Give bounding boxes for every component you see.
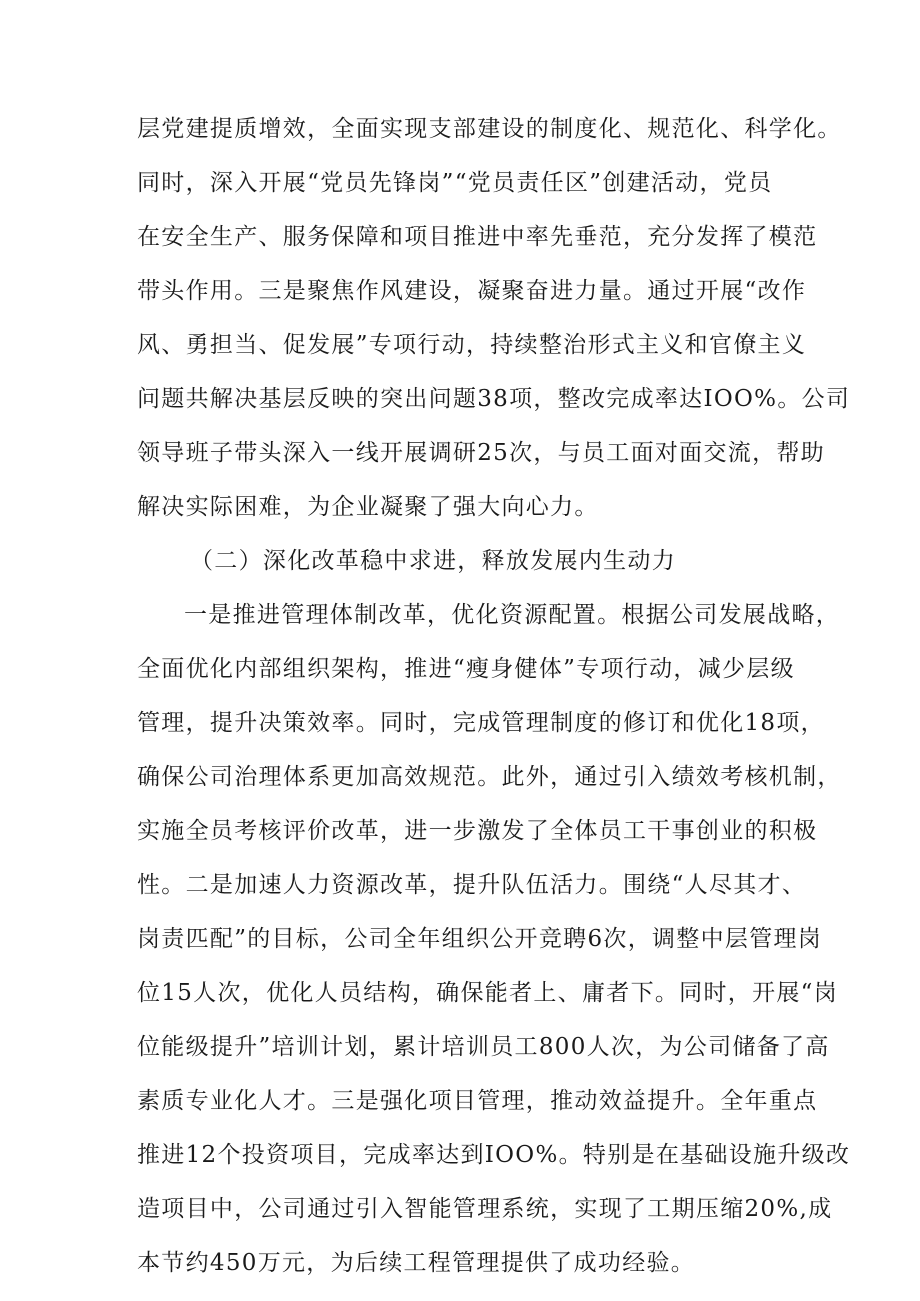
paragraph-line: 问题共解决基层反映的突出问题38项，整改完成率达IOO%。公司 <box>137 386 851 412</box>
paragraph-line: 管理，提升决策效率。同时，完成管理制度的修订和优化18项， <box>137 710 825 736</box>
paragraph-line: 位能级提升”培训计划，累计培训员工800人次，为公司储备了高 <box>137 1034 830 1060</box>
paragraph-line: 实施全员考核评价改革，进一步激发了全体员工干事创业的积极 <box>137 818 818 844</box>
paragraph-line: 带头作用。三是聚焦作风建设，凝聚奋进力量。通过开展“改作 <box>137 278 807 304</box>
paragraph-line: 层党建提质增效，全面实现支部建设的制度化、规范化、科学化。 <box>137 116 842 142</box>
paragraph-line: 确保公司治理体系更加高效规范。此外，通过引入绩效考核机制， <box>137 764 842 790</box>
paragraph-line: 推进12个投资项目，完成率达到IOO%。特别是在基础设施升级改 <box>137 1142 851 1168</box>
paragraph-line: 一是推进管理体制改革，优化资源配置。根据公司发展战略， <box>184 602 841 628</box>
paragraph-line: 岗责匹配”的目标，公司全年组织公开竞聘6次，调整中层管理岗 <box>137 926 823 952</box>
paragraph-line: 解决实际困难，为企业凝聚了强大向心力。 <box>137 494 599 520</box>
section-heading: （二）深化改革稳中求进，释放发展内生动力 <box>190 548 676 574</box>
paragraph-line: 在安全生产、服务保障和项目推进中率先垂范，充分发挥了模范 <box>137 224 818 250</box>
paragraph-line: 位15人次，优化人员结构，确保能者上、庸者下。同时，开展“岗 <box>137 980 839 1006</box>
paragraph-line: 素质专业化人才。三是强化项目管理，推动效益提升。全年重点 <box>137 1088 818 1114</box>
paragraph-line: 本节约450万元，为后续工程管理提供了成功经验。 <box>137 1250 696 1276</box>
paragraph-line: 造项目中，公司通过引入智能管理系统，实现了工期压缩20%,成 <box>137 1196 833 1222</box>
paragraph-line: 性。二是加速人力资源改革，提升队伍活力。围绕“人尽其才、 <box>137 872 807 898</box>
paragraph-line: 风、勇担当、促发展”专项行动，持续整治形式主义和官僚主义 <box>137 332 807 358</box>
paragraph-line: 全面优化内部组织架构，推进“瘦身健体”专项行动，减少层级 <box>137 656 795 682</box>
paragraph-line: 同时，深入开展“党员先锋岗”“党员责任区”创建活动，党员 <box>137 170 773 196</box>
paragraph-line: 领导班子带头深入一线开展调研25次，与员工面对面交流，帮助 <box>137 440 825 466</box>
